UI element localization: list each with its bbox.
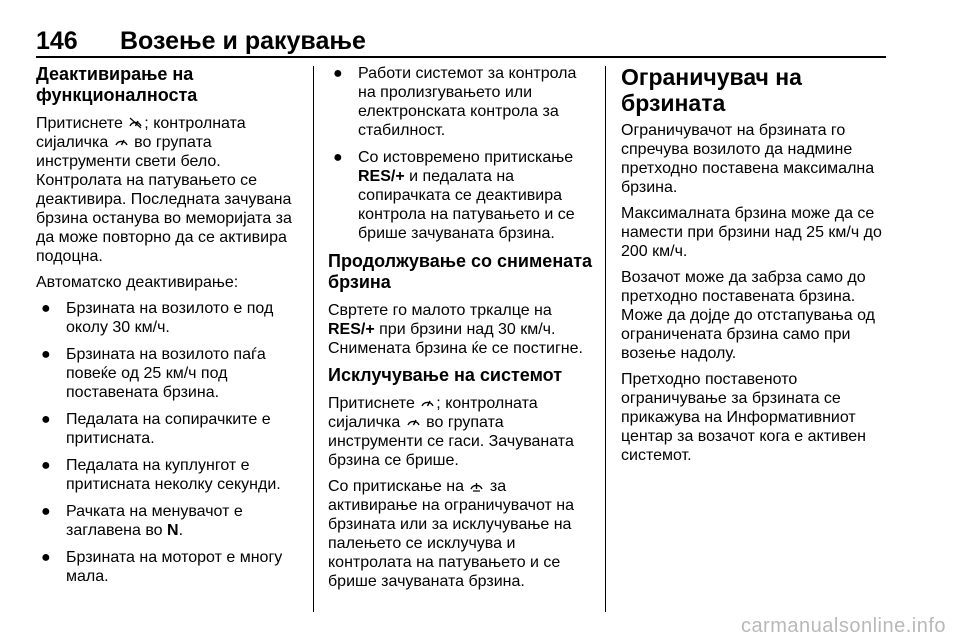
page-number: 146 (36, 27, 78, 55)
list-item: ● Брзината на возилото паѓа повеќе од 25 км/ч под поставената брзина. (41, 346, 266, 401)
header-rule (36, 56, 886, 58)
cruise-control-switch-icon (420, 396, 435, 409)
list-item: ● Брзината на моторот е многу мала. (41, 549, 283, 585)
paragraph-speed-limiter-activation: Со притискање на за активирање на ограничувачот на брзината или за исклучување на палењето се исклучува и контролата на патувањето и се брише зачуваната брзина. (328, 478, 574, 590)
list-item: ● Брзината на возилото е под околу 30 км/ч. (41, 300, 274, 336)
column-1 (36, 64, 298, 594)
paragraph-limiter-1: Ограничувачот на брзината го спречува возилото да надмине претходно поставена максимална брзина. (621, 122, 875, 196)
heading-speed-limiter: Ограничувач на брзината (621, 64, 802, 116)
watermark: carmanualsonline.info (740, 615, 946, 637)
column-divider-1 (313, 66, 314, 612)
page-header (36, 28, 886, 54)
paragraph-limiter-3: Возачот може да забрза само до претходно поставената брзина. Може да дојде до отстапувања од ограничената брзина само при возење надолу. (621, 269, 875, 362)
paragraph-switch-off: Притиснете ; контролната сијаличка во групата инструменти се гаси. Зачуваната брзина се брише. (328, 395, 574, 469)
cruise-control-lamp-icon (406, 415, 421, 428)
column-3 (621, 64, 887, 472)
paragraph-auto-deactivation: Автоматско деактивирање: (36, 274, 239, 291)
list-item: ● Работи системот за контрола на пролизгувањето или електронската контрола за стабилност. (333, 65, 577, 139)
cruise-control-switch-icon (128, 116, 143, 129)
column-2 (328, 64, 596, 598)
paragraph-limiter-2: Максималната брзина може да се намести при брзини над 25 км/ч до 200 км/ч. (621, 205, 882, 260)
chapter-title: Возење и ракување (120, 27, 366, 55)
paragraph-limiter-4: Претходно поставеното ограничување за брзината се прикажува на Информативниот центар за возачот кога е активен системот. (621, 371, 867, 464)
auto-deactivation-list (36, 299, 298, 586)
list-item: ● Рачката на менувачот е заглавена во N. (41, 503, 243, 539)
cruise-control-lamp-icon (114, 135, 129, 148)
speed-limiter-icon (469, 479, 484, 492)
list-item: ● Педалата на куплунгот е притисната неколку секунди. (41, 457, 281, 493)
paragraph-deactivation: Притиснете ; контролната сијаличка во групата инструменти свети бело. Контролата на патувањето се деактивира. Последната зачувана брзина останува во меморијата за да може повторно да се активира подоцна. (36, 115, 292, 265)
heading-resume-speed: Продолжување со снимената брзина (328, 251, 593, 292)
list-item: ● Со истовремено притискање RES/+ и педалата на сопирачката се деактивира контрола на патувањето и се брише зачуваната брзина. (333, 149, 575, 242)
heading-deactivation: Деактивирање на функционалноста (36, 64, 198, 105)
list-item: ● Педалата на сопирачките е притисната. (41, 411, 271, 447)
heading-switch-off: Исклучување на системот (328, 365, 563, 385)
paragraph-resume-speed: Свртете го малото тркалце на RES/+ при брзини над 30 км/ч. Снимената брзина ќе се постигне. (328, 302, 583, 357)
column-divider-2 (605, 66, 606, 612)
auto-deactivation-list-continued (328, 64, 596, 243)
